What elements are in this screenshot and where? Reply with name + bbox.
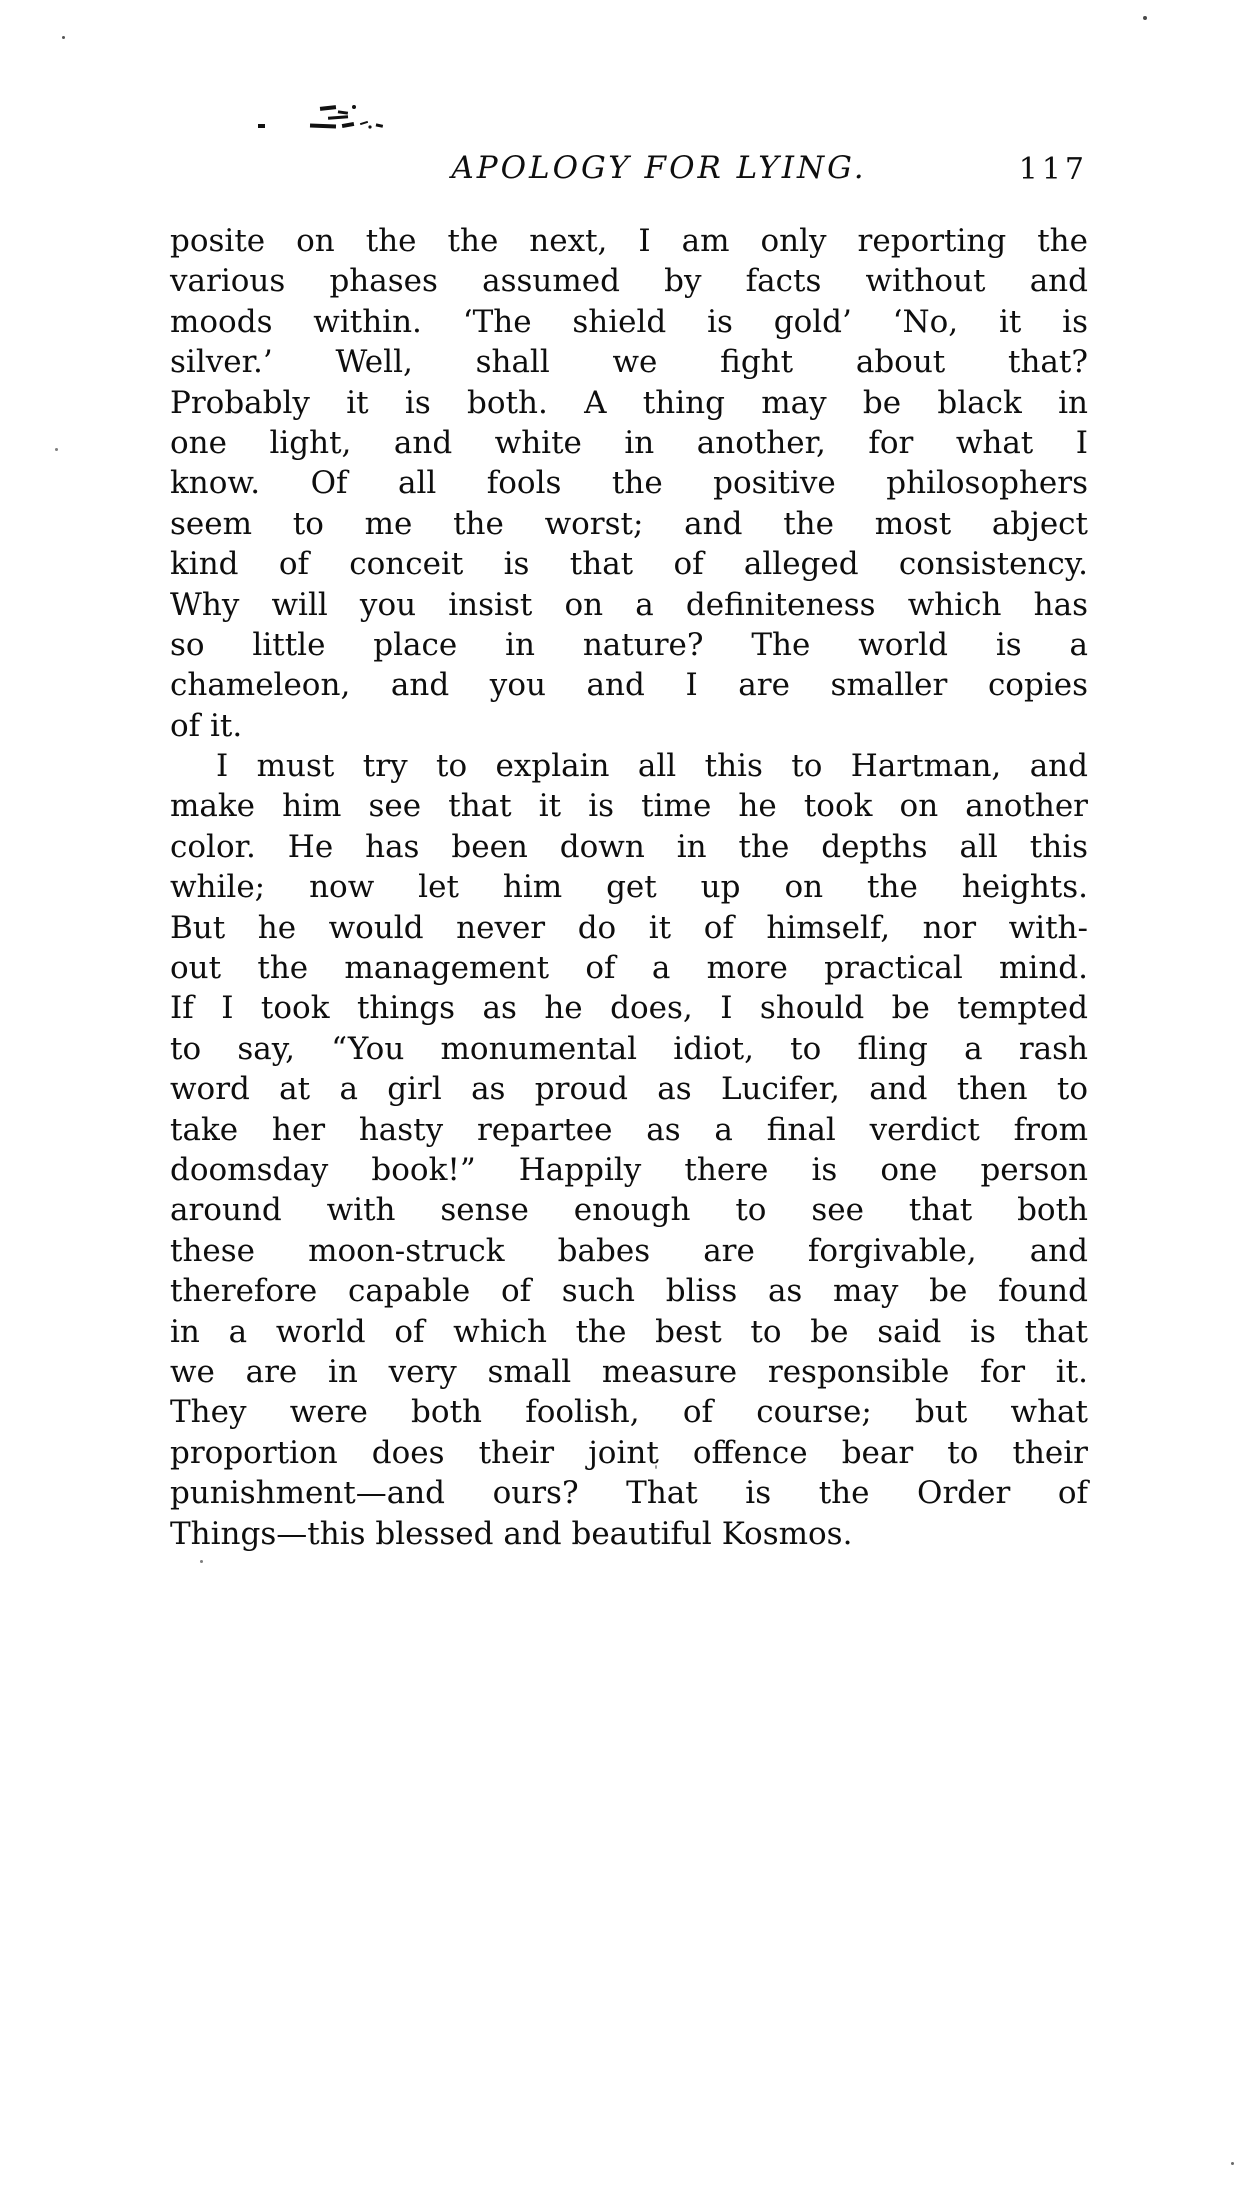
text-line: punishment—and ours? That is the Order of xyxy=(170,1475,1088,1512)
text-line: But he would never do it of himself, nor with- xyxy=(170,909,1088,946)
ink-smudge-artifact xyxy=(258,98,428,140)
text-line: we are in very small measure responsible for it. xyxy=(170,1353,1088,1390)
text-line: Things—this blessed and beautiful Kosmos. xyxy=(170,1515,853,1552)
page-number: 117 xyxy=(1018,152,1088,187)
scan-speck xyxy=(1143,16,1147,20)
text-line: in a world of which the best to be said is that xyxy=(170,1313,1088,1350)
text-line: one light, and white in another, for what I xyxy=(170,424,1088,461)
scan-speck xyxy=(62,36,65,39)
text-line: kind of conceit is that of alleged consistency. xyxy=(170,546,1088,583)
paragraph xyxy=(170,746,1088,1554)
text-line: chameleon, and you and I are smaller copies xyxy=(170,667,1088,704)
text-line: various phases assumed by facts without and xyxy=(170,263,1088,300)
scan-speck xyxy=(200,1560,203,1563)
text-line: to say, “You monumental idiot, to fling a rash xyxy=(170,1030,1088,1067)
text-line: make him see that it is time he took on another xyxy=(170,788,1088,825)
text-line: moods within. ‘The shield is gold’ ‘No, it is xyxy=(170,303,1088,340)
text-line: I must try to explain all this to Hartman, and xyxy=(216,748,1088,785)
text-line: out the management of a more practical mind. xyxy=(170,950,1088,987)
page-header xyxy=(170,150,1088,196)
scan-speck xyxy=(55,448,58,451)
text-line: They were both foolish, of course; but what xyxy=(170,1394,1088,1431)
text-line: these moon-struck babes are forgivable, and xyxy=(170,1232,1088,1269)
paragraph xyxy=(170,221,1088,746)
text-line: color. He has been down in the depths all this xyxy=(170,828,1088,865)
text-line: take her hasty repartee as a final verdict from xyxy=(170,1111,1088,1148)
text-line: If I took things as he does, I should be tempted xyxy=(170,990,1088,1027)
text-line: know. Of all fools the positive philosophers xyxy=(170,465,1088,502)
text-line: therefore capable of such bliss as may be found xyxy=(170,1273,1088,1310)
text-block xyxy=(170,221,1088,1554)
text-line: doomsday book!” Happily there is one person xyxy=(170,1151,1088,1188)
text-line: seem to me the worst; and the most abject xyxy=(170,505,1088,542)
text-line: while; now let him get up on the heights. xyxy=(170,869,1088,906)
text-line: posite on the the next, I am only reporting the xyxy=(170,223,1088,259)
text-line: so little place in nature? The world is a xyxy=(170,626,1088,663)
text-line: silver.’ Well, shall we fight about that? xyxy=(170,344,1088,381)
text-line: word at a girl as proud as Lucifer, and then to xyxy=(170,1071,1088,1108)
text-line: Why will you insist on a definiteness which has xyxy=(170,586,1088,623)
text-line: proportion does their joint offence bear to their xyxy=(170,1434,1088,1471)
scan-speck xyxy=(1231,2162,1234,2165)
text-line: of it. xyxy=(170,707,243,744)
text-line: Probably it is both. A thing may be black in xyxy=(170,384,1088,421)
text-line: around with sense enough to see that both xyxy=(170,1192,1088,1229)
running-title: APOLOGY FOR LYING. xyxy=(451,150,867,186)
